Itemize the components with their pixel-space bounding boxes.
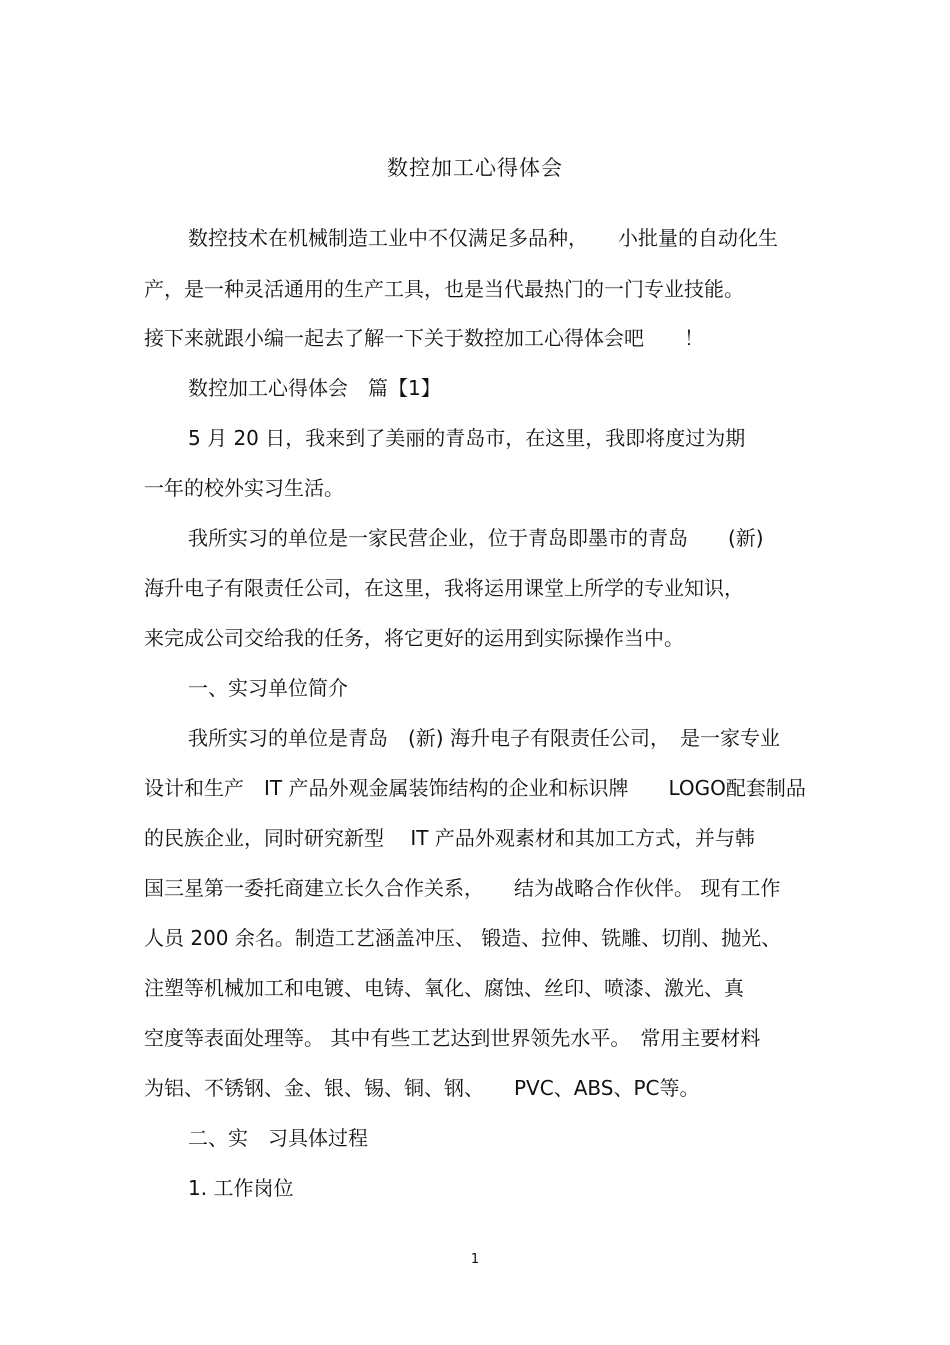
paragraph-line: 数控技术在机械制造工业中不仅满足多品种， 小批量的自动化生 bbox=[188, 226, 778, 250]
paragraph-line: 我所实习的单位是青岛 (新) 海升电子有限责任公司， 是一家专业 bbox=[188, 726, 780, 750]
section-heading: 数控加工心得体会 篇【1】 bbox=[188, 376, 441, 400]
paragraph-line: 海升电子有限责任公司，在这里，我将运用课堂上所学的专业知识， bbox=[144, 576, 744, 600]
section-heading: 一、实习单位简介 bbox=[188, 676, 348, 700]
section-heading: 二、实 习具体过程 bbox=[188, 1126, 368, 1150]
document-title: 数控加工心得体会 bbox=[387, 156, 563, 180]
paragraph-line: 设计和生产 IT 产品外观金属装饰结构的企业和标识牌 LOGO配套制品 bbox=[144, 776, 806, 800]
paragraph-line: 我所实习的单位是一家民营企业，位于青岛即墨市的青岛 (新) bbox=[188, 526, 764, 550]
paragraph-line: 的民族企业，同时研究新型 IT 产品外观素材和其加工方式，并与韩 bbox=[144, 826, 755, 850]
paragraph-line: 一年的校外实习生活。 bbox=[144, 476, 344, 500]
page-number: 1 bbox=[470, 1252, 480, 1267]
subsection-heading: 1. 工作岗位 bbox=[188, 1176, 294, 1200]
paragraph-line: 来完成公司交给我的任务，将它更好的运用到实际操作当中。 bbox=[144, 626, 684, 650]
paragraph-line: 注塑等机械加工和电镀、电铸、氧化、腐蚀、丝印、喷漆、激光、真 bbox=[144, 976, 744, 1000]
paragraph-line: 产，是一种灵活通用的生产工具，也是当代最热门的一门专业技能。 bbox=[144, 277, 744, 301]
paragraph-line: 为铝、不锈钢、金、银、锡、铜、钢、 PVC、ABS、PC等。 bbox=[144, 1076, 700, 1100]
paragraph-line: 人员 200 余名。制造工艺涵盖冲压、 锻造、拉伸、铣雕、切削、抛光、 bbox=[144, 926, 782, 950]
paragraph-line: 接下来就跟小编一起去了解一下关于数控加工心得体会吧 ！ bbox=[144, 326, 704, 350]
paragraph-line: 空度等表面处理等。 其中有些工艺达到世界领先水平。 常用主要材料 bbox=[144, 1026, 761, 1050]
paragraph-line: 5 月 20 日，我来到了美丽的青岛市，在这里，我即将度过为期 bbox=[188, 426, 746, 450]
paragraph-line: 国三星第一委托商建立长久合作关系， 结为战略合作伙伴。 现有工作 bbox=[144, 876, 781, 900]
